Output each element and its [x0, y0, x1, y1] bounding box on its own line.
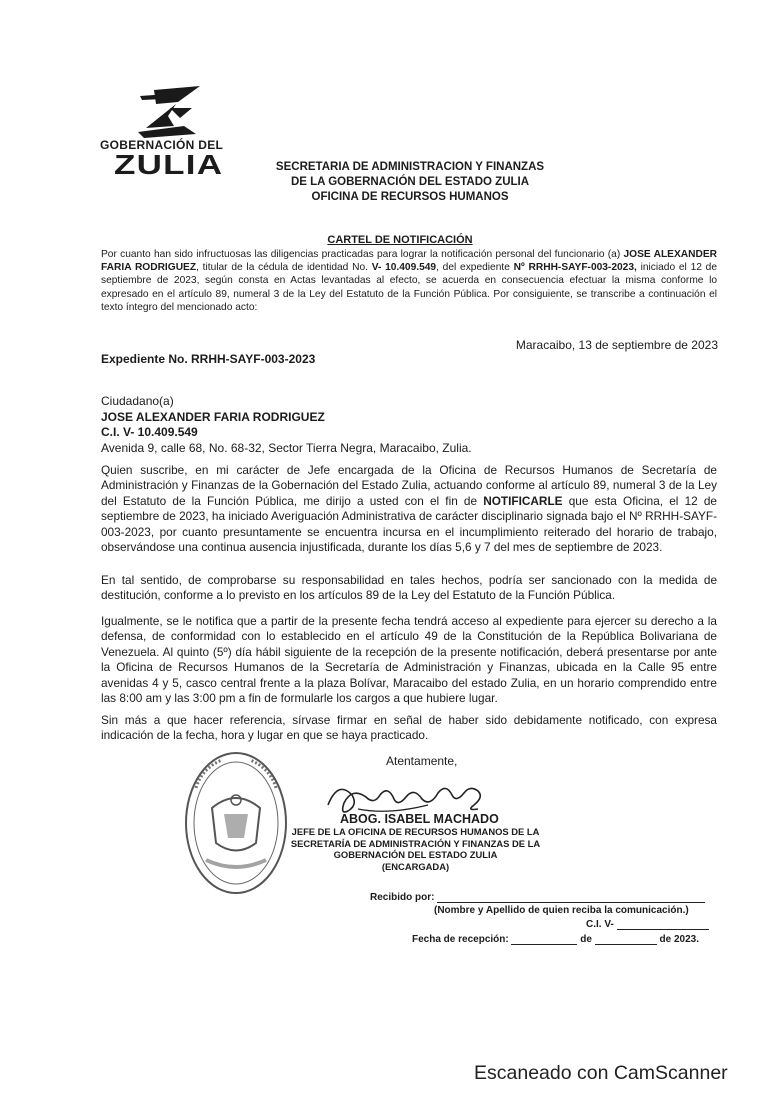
- reception-day-line: [511, 934, 577, 945]
- logo-text-zulia: ZULIA: [114, 149, 224, 180]
- reception-date-row: [412, 934, 699, 945]
- intro-expediente: Nº RRHH-SAYF-003-2023,: [513, 262, 637, 274]
- header-line-3: OFICINA DE RECURSOS HUMANOS: [311, 191, 509, 203]
- reception-date-de: de: [580, 934, 592, 945]
- addressee-block: [101, 394, 472, 456]
- intro-paragraph: [101, 248, 717, 314]
- gobernacion-logo: [98, 86, 258, 180]
- ci-line: [617, 919, 709, 930]
- logo-text-gobernacion: GOBERNACIÓN DEL: [100, 138, 224, 152]
- official-seal-stamp: [182, 748, 290, 898]
- received-by-row: [370, 892, 705, 903]
- signer-title-line: GOBERNACIÓN DEL ESTADO ZULIA: [333, 849, 498, 860]
- ci-row: [586, 919, 709, 930]
- intro-employee-name: JOSE ALEXANDER FARIA RODRIGUEZ: [101, 249, 717, 274]
- body-paragraph-3: Igualmente, se le notifica que a partir de la presente fecha tendrá acceso al expediente para ejercer su derecho a la defensa, de conformidad con lo establecido en el artículo 49 de la Constitución de la República Bolivariana de Venezuela. Al quinto (5º) día hábil siguiente de la recepción de la presente notificación, deberá presentarse por ante la Oficina de Recursos Humanos de la Secretaría de Administración y Finanzas, ubicada en la Calle 95 entre avenidas 4 y 5, casco central frente a la plaza Bolívar, Maracaibo del estado Zulia, en un horario comprendido entre las 8:00 am y las 3:00 pm a fin de formularle los cargos a que hubiere lugar.: [101, 614, 717, 706]
- addressee-address: Avenida 9, calle 68, No. 68-32, Sector Tierra Negra, Maracaibo, Zulia.: [101, 440, 472, 455]
- body-paragraph-1: [101, 463, 717, 555]
- name-hint: (Nombre y Apellido de quien reciba la comunicación.): [434, 905, 689, 916]
- body-paragraph-2: En tal sentido, de comprobarse su responsabilidad en tales hechos, podría ser sancionado con la medida de destitución, conforme a lo previsto en los artículos 89 de la Ley del Estatuto de la Función Pública.: [101, 573, 717, 603]
- reception-month-line: [595, 934, 657, 945]
- addressee-salutation: Ciudadano(a): [101, 394, 174, 408]
- body-text: que esta Oficina, el 12 de septiembre de 2023, ha iniciado Averiguación Administrativa de carácter disciplinario signada bajo el Nº RRHH-SAYF-003-2023, por cuanto presuntamente se encuentra incursa en el incumplimiento reiterado del horario de trabajo, observándose una continua ausencia injustificada, durante los días 5,6 y 7 del mes de septiembre de 2023.: [101, 493, 717, 555]
- header-line-2: DE LA GOBERNACIÓN DEL ESTADO ZULIA: [290, 176, 530, 188]
- intro-ci: V- 10.409.549: [371, 262, 437, 274]
- signer-title-line: JEFE DE LA OFICINA DE RECURSOS HUMANOS DE LA: [291, 826, 540, 837]
- intro-text: , del expediente: [436, 262, 514, 274]
- intro-text: , titular de la cédula de identidad No.: [196, 262, 372, 274]
- intro-text: Por cuanto han sido infructuosas las diligencias practicadas para lograr la notificación personal del funcionario (a): [101, 249, 624, 260]
- addressee-ci: C.I. V- 10.409.549: [101, 425, 198, 439]
- signer-title-line: (ENCARGADA): [381, 860, 450, 872]
- body-paragraph-4: Sin más a que hacer referencia, sírvase firmar en señal de haber sido debidamente notificado, con expresa indicación de la fecha, hora y lugar en que se haya practicado.: [101, 713, 717, 743]
- reception-date-label: Fecha de recepción:: [412, 934, 509, 945]
- received-by-label: Recibido por:: [370, 892, 435, 903]
- scanner-watermark: Escaneado con CamScanner: [474, 1062, 728, 1084]
- notice-title: CARTEL DE NOTIFICACIÓN: [327, 234, 473, 246]
- body-text: Quien suscribe, en mi carácter de Jefe encargada de la Oficina de Recursos Humanos de Secretaría de Administración y Finanzas de la Gobernación del Estado Zulia, actuando conforme al artículo 89, numeral 3 de la Ley del Estatuto de la Función Pública, me dirijo a usted con el fin de: [101, 463, 717, 508]
- addressee-name: JOSE ALEXANDER FARIA RODRIGUEZ: [101, 409, 325, 424]
- expediente-number: Expediente No. RRHH-SAYF-003-2023: [101, 352, 316, 366]
- body-emphasis: NOTIFICARLE: [483, 493, 563, 508]
- received-by-line: [437, 892, 705, 903]
- zulia-z-logo-icon: [134, 86, 204, 138]
- signer-title-line: SECRETARÍA DE ADMINISTRACIÓN Y FINANZAS DE LA: [290, 837, 541, 849]
- header-line-1: SECRETARIA DE ADMINISTRACION Y FINANZAS: [275, 161, 545, 173]
- signer-title: [278, 826, 553, 872]
- place-date: Maracaibo, 13 de septiembre de 2023: [515, 338, 718, 352]
- closing-text: Atentamente,: [386, 754, 458, 768]
- intro-text: iniciado el 12 de septiembre de 2023, según consta en Actas levantadas al efecto, se acuerda en consecuencia efectuar la misma conforme lo expresado en el artículo 89, numeral 3 de la Ley del Estatuto de la Función Pública. Por consiguiente, se transcribe a continuación el texto íntegro del mencionado acto:: [101, 262, 718, 313]
- ci-label: C.I. V-: [586, 919, 614, 930]
- document-header: [240, 160, 580, 205]
- signer-name: ABOG. ISABEL MACHADO: [340, 812, 499, 826]
- reception-date-year: de 2023.: [659, 934, 699, 945]
